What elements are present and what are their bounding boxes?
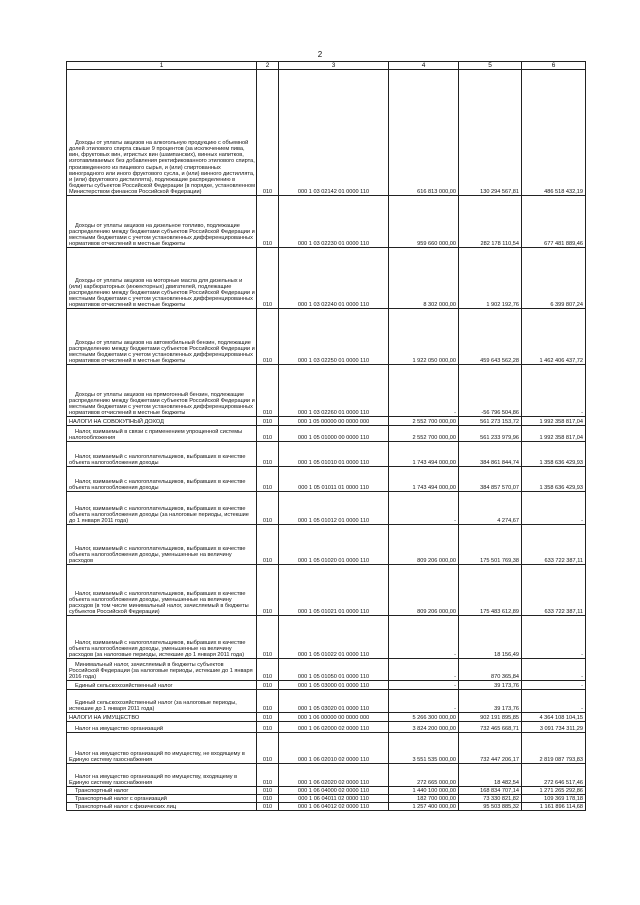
row-classification-code-cell: 000 1 06 00000 00 0000 000 <box>279 713 389 722</box>
row-unexecuted-amount-cell: 677 481 889,46 <box>522 196 586 248</box>
row-name-cell: НАЛОГИ НА ИМУЩЕСТВО <box>67 713 257 722</box>
row-approved-amount-cell: - <box>389 365 459 417</box>
row-approved-amount-cell: 1 743 494 000,00 <box>389 442 459 467</box>
row-line-code-cell: 010 <box>257 309 279 365</box>
row-line-code-cell: 010 <box>257 713 279 722</box>
row-unexecuted-amount-cell: - <box>522 365 586 417</box>
row-executed-amount-cell: 168 834 707,14 <box>459 787 522 795</box>
row-name-cell: Доходы от уплаты акцизов на автомобильный бензин, подлежащие распределению между бюджетами субъектов Российской Федерации и местными бюджетами с учетом установленных дифференцированных нормативов отчислений в местные бюджеты <box>67 309 257 365</box>
header-cell-5: 5 <box>459 62 522 70</box>
row-name-cell: Налог на имущество организаций по имуществу, не входящему в Единую систему газоснабжения <box>67 733 257 764</box>
row-name-cell: Налог, взимаемый с налогоплательщиков, выбравших в качестве объекта налогообложения доходы, уменьшенные на величину расходов (за налоговые периоды, истекшие до 1 января 2011 года) <box>67 616 257 659</box>
row-classification-code-cell: 000 1 05 01012 01 0000 110 <box>279 492 389 525</box>
row-approved-amount-cell: - <box>389 690 459 713</box>
table-row <box>67 426 586 442</box>
row-approved-amount-cell: 8 302 000,00 <box>389 248 459 309</box>
row-classification-code-cell: 000 1 06 02010 02 0000 110 <box>279 733 389 764</box>
row-executed-amount-cell: 732 465 668,71 <box>459 722 522 733</box>
row-classification-code-cell: 000 1 05 01021 01 0000 110 <box>279 565 389 616</box>
row-classification-code-cell: 000 1 06 02020 02 0000 110 <box>279 764 389 787</box>
row-executed-amount-cell: 384 861 844,74 <box>459 442 522 467</box>
row-line-code-cell: 010 <box>257 442 279 467</box>
header-cell-2: 2 <box>257 62 279 70</box>
row-classification-code-cell: 000 1 03 02142 01 0000 110 <box>279 70 389 196</box>
row-unexecuted-amount-cell: - <box>522 681 586 690</box>
row-executed-amount-cell: 282 178 110,54 <box>459 196 522 248</box>
row-name-cell: Налог на имущество организаций по имуществу, входящему в Единую систему газоснабжения <box>67 764 257 787</box>
row-name-cell: НАЛОГИ НА СОВОКУПНЫЙ ДОХОД <box>67 417 257 426</box>
row-name-cell: Налог, взимаемый с налогоплательщиков, выбравших в качестве объекта налогообложения доходы, уменьшенные на величину расходов (в том числе минимальный налог, зачисляемый в бюджеты субъектов Российской Федерации) <box>67 565 257 616</box>
row-classification-code-cell: 000 1 06 02000 02 0000 110 <box>279 722 389 733</box>
row-name-cell: Единый сельскохозяйственный налог <box>67 681 257 690</box>
row-unexecuted-amount-cell: 486 518 432,19 <box>522 70 586 196</box>
table-row <box>67 764 586 787</box>
row-name-cell: Доходы от уплаты акцизов на прямогонный бензин, подлежащие распределению между бюджетами субъектов Российской Федерации и местными бюджетами с учетом установленных дифференцированных нормативов отчислений в местные бюджеты <box>67 365 257 417</box>
row-executed-amount-cell: 902 191 895,85 <box>459 713 522 722</box>
table-row <box>67 309 586 365</box>
row-name-cell: Транспортный налог с организаций <box>67 795 257 803</box>
row-line-code-cell: 010 <box>257 803 279 811</box>
row-unexecuted-amount-cell: 272 646 517,46 <box>522 764 586 787</box>
row-executed-amount-cell: -56 796 504,86 <box>459 365 522 417</box>
row-line-code-cell: 010 <box>257 681 279 690</box>
row-executed-amount-cell: 732 447 206,17 <box>459 733 522 764</box>
row-name-cell: Транспортный налог с физических лиц <box>67 803 257 811</box>
row-classification-code-cell: 000 1 05 00000 00 0000 000 <box>279 417 389 426</box>
row-executed-amount-cell: 95 503 885,32 <box>459 803 522 811</box>
row-unexecuted-amount-cell: 1 358 636 429,93 <box>522 467 586 492</box>
row-unexecuted-amount-cell: 633 722 387,11 <box>522 565 586 616</box>
row-unexecuted-amount-cell: - <box>522 690 586 713</box>
row-executed-amount-cell: 175 483 612,89 <box>459 565 522 616</box>
row-line-code-cell: 010 <box>257 764 279 787</box>
row-line-code-cell: 010 <box>257 248 279 309</box>
row-unexecuted-amount-cell: 109 369 178,18 <box>522 795 586 803</box>
row-unexecuted-amount-cell: 1 358 636 429,93 <box>522 442 586 467</box>
row-classification-code-cell: 000 1 05 01010 01 0000 110 <box>279 442 389 467</box>
row-unexecuted-amount-cell: 1 161 896 114,68 <box>522 803 586 811</box>
row-name-cell: Налог, взимаемый с налогоплательщиков, выбравших в качестве объекта налогообложения доходы <box>67 442 257 467</box>
row-line-code-cell: 010 <box>257 196 279 248</box>
row-approved-amount-cell: 1 440 100 000,00 <box>389 787 459 795</box>
row-name-cell: Доходы от уплаты акцизов на моторные масла для дизельных и (или) карбюраторных (инжекторных) двигателей, подлежащие распределению между бюджетами субъектов Российской Федерации и местными бюджетами с учетом установленных дифференцированных нормативов отчислений в местные бюджеты <box>67 248 257 309</box>
table-row <box>67 70 586 196</box>
row-unexecuted-amount-cell: 1 271 265 292,86 <box>522 787 586 795</box>
row-classification-code-cell: 000 1 05 01011 01 0000 110 <box>279 467 389 492</box>
row-line-code-cell: 010 <box>257 733 279 764</box>
row-executed-amount-cell: 39 173,76 <box>459 681 522 690</box>
row-unexecuted-amount-cell: 633 722 387,11 <box>522 525 586 565</box>
header-cell-4: 4 <box>389 62 459 70</box>
row-unexecuted-amount-cell: - <box>522 492 586 525</box>
row-approved-amount-cell: 1 922 050 000,00 <box>389 309 459 365</box>
row-classification-code-cell: 000 1 06 04011 02 0000 110 <box>279 795 389 803</box>
page-number: 2 <box>317 50 323 59</box>
row-unexecuted-amount-cell: 1 462 406 437,72 <box>522 309 586 365</box>
row-approved-amount-cell: 1 743 494 000,00 <box>389 467 459 492</box>
row-classification-code-cell: 000 1 03 02240 01 0000 110 <box>279 248 389 309</box>
row-unexecuted-amount-cell: 1 992 358 817,04 <box>522 426 586 442</box>
row-classification-code-cell: 000 1 05 01000 00 0000 110 <box>279 426 389 442</box>
row-line-code-cell: 010 <box>257 565 279 616</box>
table-row <box>67 659 586 681</box>
row-approved-amount-cell: 182 700 000,00 <box>389 795 459 803</box>
table-row <box>67 467 586 492</box>
row-executed-amount-cell: 459 643 562,28 <box>459 309 522 365</box>
row-name-cell: Доходы от уплаты акцизов на алкогольную продукцию с объемной долей этилового спирта свыше 9 процентов (за исключением пива, вин, фруктовых вин, игристых вин (шампанских), винных напитков, изготавливаемых без добавления ректификованного этилового спирта, произведенного из пищевого сырья, и (или) спиртованных виноградного или иного фруктового сусла, и (или) винного дистиллята, и (или) фруктового дистиллята), подлежащие распределению в бюджеты субъектов Российской Федерации (в порядке, установленном Министерством финансов Российской Федерации) <box>67 70 257 196</box>
row-executed-amount-cell: 384 857 570,07 <box>459 467 522 492</box>
row-unexecuted-amount-cell: 2 819 087 793,83 <box>522 733 586 764</box>
row-executed-amount-cell: 130 294 567,81 <box>459 70 522 196</box>
row-line-code-cell: 010 <box>257 417 279 426</box>
table-row <box>67 690 586 713</box>
row-executed-amount-cell: 175 501 769,38 <box>459 525 522 565</box>
row-approved-amount-cell: 5 266 300 000,00 <box>389 713 459 722</box>
row-unexecuted-amount-cell: 3 091 734 311,29 <box>522 722 586 733</box>
row-classification-code-cell: 000 1 05 01050 01 0000 110 <box>279 659 389 681</box>
row-line-code-cell: 010 <box>257 492 279 525</box>
row-line-code-cell: 010 <box>257 787 279 795</box>
row-name-cell: Налог, взимаемый с налогоплательщиков, выбравших в качестве объекта налогообложения доходы <box>67 467 257 492</box>
row-unexecuted-amount-cell: - <box>522 616 586 659</box>
row-approved-amount-cell: 959 660 000,00 <box>389 196 459 248</box>
table-row <box>67 722 586 733</box>
row-line-code-cell: 010 <box>257 426 279 442</box>
row-approved-amount-cell: - <box>389 681 459 690</box>
row-approved-amount-cell: 3 551 535 000,00 <box>389 733 459 764</box>
row-executed-amount-cell: 870 365,84 <box>459 659 522 681</box>
row-name-cell: Налог на имущество организаций <box>67 722 257 733</box>
header-cell-1: 1 <box>67 62 257 70</box>
table-row <box>67 365 586 417</box>
row-classification-code-cell: 000 1 06 04012 02 0000 110 <box>279 803 389 811</box>
row-unexecuted-amount-cell: 4 364 108 104,15 <box>522 713 586 722</box>
row-name-cell: Налог, взимаемый с налогоплательщиков, выбравших в качестве объекта налогообложения доходы (за налоговые периоды, истекшие до 1 января 2011 года) <box>67 492 257 525</box>
table-row <box>67 713 586 722</box>
row-line-code-cell: 010 <box>257 70 279 196</box>
row-unexecuted-amount-cell: - <box>522 659 586 681</box>
row-approved-amount-cell: 1 257 400 000,00 <box>389 803 459 811</box>
table-row <box>67 565 586 616</box>
table-row <box>67 681 586 690</box>
row-name-cell: Налог, взимаемый в связи с применением упрощенной системы налогообложения <box>67 426 257 442</box>
row-classification-code-cell: 000 1 05 03000 01 0000 110 <box>279 681 389 690</box>
row-classification-code-cell: 000 1 03 02250 01 0000 110 <box>279 309 389 365</box>
row-executed-amount-cell: 561 273 153,72 <box>459 417 522 426</box>
row-line-code-cell: 010 <box>257 659 279 681</box>
revenue-report-table <box>66 61 586 811</box>
table-row <box>67 442 586 467</box>
row-classification-code-cell: 000 1 05 01022 01 0000 110 <box>279 616 389 659</box>
row-approved-amount-cell: 809 206 000,00 <box>389 565 459 616</box>
row-line-code-cell: 010 <box>257 365 279 417</box>
row-line-code-cell: 010 <box>257 467 279 492</box>
table-row <box>67 795 586 803</box>
row-name-cell: Минимальный налог, зачисляемый в бюджеты субъектов Российской Федерации (за налоговые периоды, истекшие до 1 января 2016 года) <box>67 659 257 681</box>
row-line-code-cell: 010 <box>257 690 279 713</box>
row-approved-amount-cell: 272 665 000,00 <box>389 764 459 787</box>
row-approved-amount-cell: 2 552 700 000,00 <box>389 426 459 442</box>
row-approved-amount-cell: 3 824 200 000,00 <box>389 722 459 733</box>
row-classification-code-cell: 000 1 03 02260 01 0000 110 <box>279 365 389 417</box>
row-approved-amount-cell: - <box>389 492 459 525</box>
row-line-code-cell: 010 <box>257 795 279 803</box>
table-row <box>67 492 586 525</box>
row-classification-code-cell: 000 1 06 04000 02 0000 110 <box>279 787 389 795</box>
row-classification-code-cell: 000 1 05 03020 01 0000 110 <box>279 690 389 713</box>
row-line-code-cell: 010 <box>257 616 279 659</box>
header-cell-6: 6 <box>522 62 586 70</box>
table-row <box>67 248 586 309</box>
table-row <box>67 196 586 248</box>
row-classification-code-cell: 000 1 03 02230 01 0000 110 <box>279 196 389 248</box>
row-approved-amount-cell: - <box>389 616 459 659</box>
row-line-code-cell: 010 <box>257 722 279 733</box>
row-executed-amount-cell: 561 233 979,96 <box>459 426 522 442</box>
row-executed-amount-cell: 18 156,49 <box>459 616 522 659</box>
header-cell-3: 3 <box>279 62 389 70</box>
row-approved-amount-cell: 809 206 000,00 <box>389 525 459 565</box>
row-executed-amount-cell: 4 274,67 <box>459 492 522 525</box>
row-approved-amount-cell: 616 813 000,00 <box>389 70 459 196</box>
table-row <box>67 417 586 426</box>
table-row <box>67 787 586 795</box>
row-unexecuted-amount-cell: 6 399 807,24 <box>522 248 586 309</box>
row-name-cell: Транспортный налог <box>67 787 257 795</box>
row-approved-amount-cell: 2 552 700 000,00 <box>389 417 459 426</box>
row-approved-amount-cell: - <box>389 659 459 681</box>
table-row <box>67 733 586 764</box>
row-executed-amount-cell: 73 330 821,82 <box>459 795 522 803</box>
row-executed-amount-cell: 18 482,54 <box>459 764 522 787</box>
row-line-code-cell: 010 <box>257 525 279 565</box>
column-number-row <box>67 62 586 70</box>
row-unexecuted-amount-cell: 1 992 358 817,04 <box>522 417 586 426</box>
table-row <box>67 616 586 659</box>
row-executed-amount-cell: 39 173,76 <box>459 690 522 713</box>
row-name-cell: Налог, взимаемый с налогоплательщиков, выбравших в качестве объекта налогообложения доходы, уменьшенные на величину расходов <box>67 525 257 565</box>
row-name-cell: Доходы от уплаты акцизов на дизельное топливо, подлежащие распределению между бюджетами субъектов Российской Федерации и местными бюджетами с учетом установленных дифференцированных нормативов отчислений в местные бюджеты <box>67 196 257 248</box>
row-name-cell: Единый сельскохозяйственный налог (за налоговые периоды, истекшие до 1 января 2011 года) <box>67 690 257 713</box>
row-executed-amount-cell: 1 902 192,76 <box>459 248 522 309</box>
row-classification-code-cell: 000 1 05 01020 01 0000 110 <box>279 525 389 565</box>
table-row <box>67 803 586 811</box>
table-row <box>67 525 586 565</box>
